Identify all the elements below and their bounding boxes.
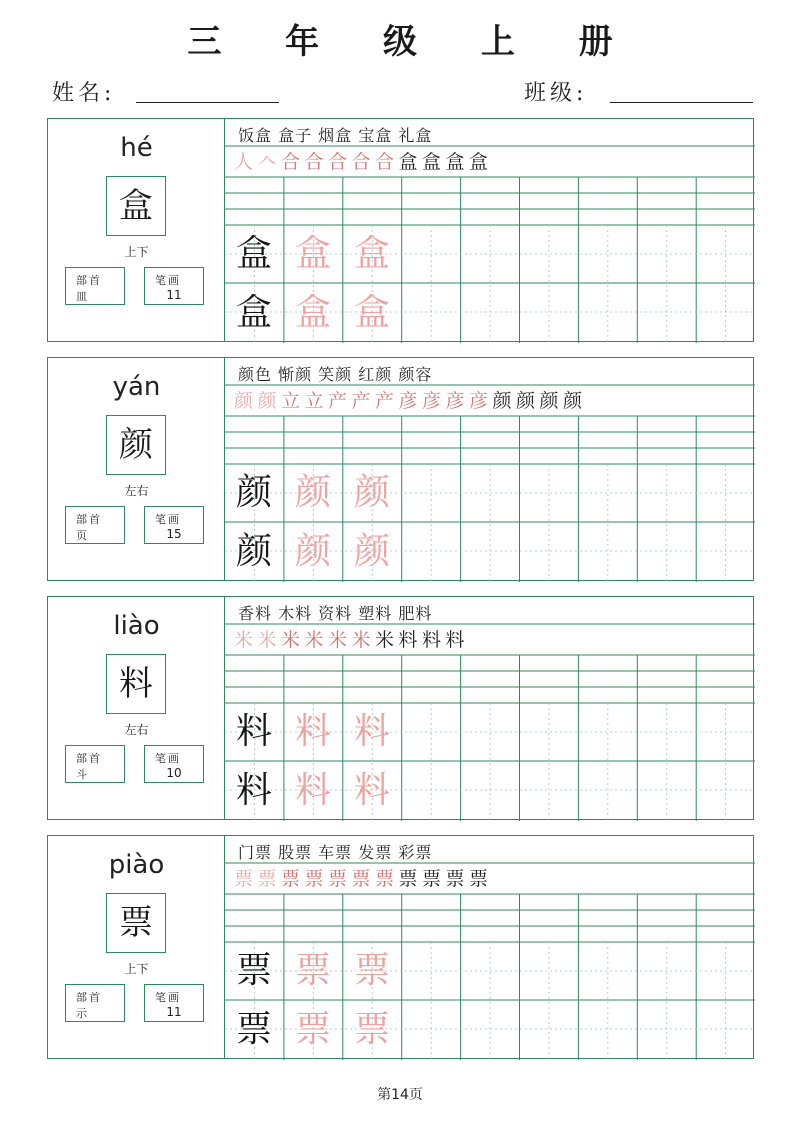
- structure-label: 左右: [124, 484, 149, 498]
- stroke-step: 产: [328, 390, 346, 412]
- trace-char[interactable]: 盒: [353, 292, 390, 333]
- radical-label: 部首: [76, 274, 102, 287]
- stroke-step: 料: [445, 629, 463, 651]
- stroke-order-row: [234, 386, 587, 413]
- trace-char[interactable]: 料: [294, 711, 331, 752]
- main-char: 颜: [106, 415, 166, 475]
- radical-value: 页: [76, 529, 87, 542]
- trace-char[interactable]: 盒: [294, 233, 331, 274]
- word-list: 饭盒 盒子 烟盒 宝盒 礼盒: [238, 126, 433, 145]
- stroke-step: 票: [351, 868, 369, 890]
- trace-char[interactable]: 料: [353, 711, 390, 752]
- stroke-count: 11: [166, 1005, 182, 1019]
- stroke-step: 彦: [422, 390, 440, 412]
- stroke-step: 盒: [422, 151, 440, 173]
- structure-label: 左右: [124, 723, 149, 737]
- pinyin: piào: [108, 850, 165, 880]
- stroke-step: 米: [375, 629, 393, 651]
- radical-box: [65, 506, 125, 544]
- char-info-panel: [48, 358, 225, 580]
- stroke-step: 颜: [234, 390, 252, 412]
- stroke-count-box: [144, 745, 204, 783]
- radical-box: [65, 984, 125, 1022]
- trace-char[interactable]: 颜: [294, 531, 331, 572]
- strokes-label: 笔画: [155, 991, 181, 1004]
- stroke-step: 票: [445, 868, 463, 890]
- stroke-step: 产: [351, 390, 369, 412]
- trace-char[interactable]: 料: [294, 770, 331, 811]
- stroke-step: 合: [304, 151, 322, 173]
- stroke-order-row: [234, 864, 493, 891]
- trace-char[interactable]: 颜: [353, 472, 390, 513]
- stroke-count-box: [144, 267, 204, 305]
- word-list: 香料 木料 资料 塑料 肥料: [238, 604, 433, 623]
- stroke-step: 产: [375, 390, 393, 412]
- stroke-step: 合: [351, 151, 369, 173]
- radical-box: [65, 745, 125, 783]
- stroke-step: 人: [234, 151, 252, 173]
- stroke-step: 颜: [257, 390, 275, 412]
- main-char: 盒: [106, 176, 166, 236]
- stroke-step: 票: [375, 868, 393, 890]
- stroke-step: 合: [375, 151, 393, 173]
- model-char: 颜: [235, 472, 272, 513]
- stroke-step: 盒: [469, 151, 487, 173]
- structure-label: 上下: [124, 245, 149, 259]
- stroke-step: 米: [304, 629, 322, 651]
- name-label: 姓名:: [52, 81, 116, 106]
- class-input-line[interactable]: [610, 102, 753, 103]
- char-card-4: [47, 835, 754, 1059]
- stroke-step: 料: [398, 629, 416, 651]
- main-char: 料: [106, 654, 166, 714]
- strokes-label: 笔画: [155, 752, 181, 765]
- stroke-order-row: [234, 625, 469, 652]
- stroke-step: 米: [257, 629, 275, 651]
- trace-char[interactable]: 颜: [353, 531, 390, 572]
- model-char: 票: [235, 1009, 272, 1050]
- radical-box: [65, 267, 125, 305]
- model-char: 颜: [235, 531, 272, 572]
- trace-char[interactable]: 颜: [294, 472, 331, 513]
- stroke-step: 立: [281, 390, 299, 412]
- trace-char[interactable]: 票: [353, 1009, 390, 1050]
- pinyin: liào: [113, 611, 160, 641]
- radical-label: 部首: [76, 513, 102, 526]
- model-char: 料: [235, 770, 272, 811]
- pinyin: yán: [112, 372, 161, 402]
- stroke-step: 彦: [469, 390, 487, 412]
- stroke-step: 彦: [398, 390, 416, 412]
- stroke-step: 颜: [563, 390, 581, 412]
- radical-label: 部首: [76, 752, 102, 765]
- structure-label: 上下: [124, 962, 149, 976]
- stroke-step: 票: [398, 868, 416, 890]
- stroke-step: 米: [328, 629, 346, 651]
- stroke-count-box: [144, 984, 204, 1022]
- radical-value: 示: [76, 1007, 87, 1020]
- word-list: 门票 股票 车票 发票 彩票: [238, 843, 433, 862]
- stroke-count: 10: [166, 766, 182, 780]
- stroke-step: 合: [328, 151, 346, 173]
- stroke-step: 票: [257, 868, 275, 890]
- stroke-step: 米: [351, 629, 369, 651]
- name-input-line[interactable]: [136, 102, 279, 103]
- stroke-step: 米: [281, 629, 299, 651]
- stroke-step: 彦: [445, 390, 463, 412]
- model-char: 盒: [235, 292, 272, 333]
- trace-char[interactable]: 盒: [353, 233, 390, 274]
- stroke-step: 颜: [492, 390, 510, 412]
- stroke-count: 11: [166, 288, 182, 302]
- radical-value: 皿: [76, 290, 87, 303]
- stroke-step: 票: [304, 868, 322, 890]
- stroke-count: 15: [166, 527, 182, 541]
- stroke-step: 盒: [398, 151, 416, 173]
- trace-char[interactable]: 票: [353, 950, 390, 991]
- page-title: 三 年 级 上 册: [187, 22, 639, 62]
- page-number: 第14页: [377, 1087, 423, 1103]
- stroke-step: 料: [422, 629, 440, 651]
- char-info-panel: [48, 836, 225, 1058]
- model-char: 盒: [235, 233, 272, 274]
- main-char: 票: [106, 893, 166, 953]
- stroke-step: 合: [281, 151, 299, 173]
- stroke-step: 票: [281, 868, 299, 890]
- char-card-1: [47, 118, 754, 342]
- word-list: 颜色 惭颜 笑颜 红颜 颜容: [238, 365, 433, 384]
- char-info-panel: [48, 119, 225, 341]
- trace-char[interactable]: 票: [294, 1009, 331, 1050]
- trace-char[interactable]: 料: [353, 770, 390, 811]
- model-char: 料: [235, 711, 272, 752]
- trace-char[interactable]: 盒: [294, 292, 331, 333]
- radical-label: 部首: [76, 991, 102, 1004]
- strokes-label: 笔画: [155, 513, 181, 526]
- stroke-count-box: [144, 506, 204, 544]
- char-info-panel: [48, 597, 225, 819]
- class-label: 班级:: [524, 81, 588, 106]
- pinyin: hé: [120, 133, 153, 163]
- stroke-step: 𠆢: [257, 151, 275, 173]
- stroke-step: 票: [328, 868, 346, 890]
- stroke-step: 颜: [539, 390, 557, 412]
- stroke-step: 颜: [516, 390, 534, 412]
- radical-value: 斗: [76, 768, 87, 781]
- stroke-step: 票: [234, 868, 252, 890]
- stroke-step: 米: [234, 629, 252, 651]
- trace-char[interactable]: 票: [294, 950, 331, 991]
- stroke-step: 盒: [445, 151, 463, 173]
- char-card-2: [47, 357, 754, 581]
- stroke-step: 立: [304, 390, 322, 412]
- char-card-3: [47, 596, 754, 820]
- stroke-step: 票: [469, 868, 487, 890]
- model-char: 票: [235, 950, 272, 991]
- stroke-step: 票: [422, 868, 440, 890]
- strokes-label: 笔画: [155, 274, 181, 287]
- stroke-order-row: [234, 147, 493, 174]
